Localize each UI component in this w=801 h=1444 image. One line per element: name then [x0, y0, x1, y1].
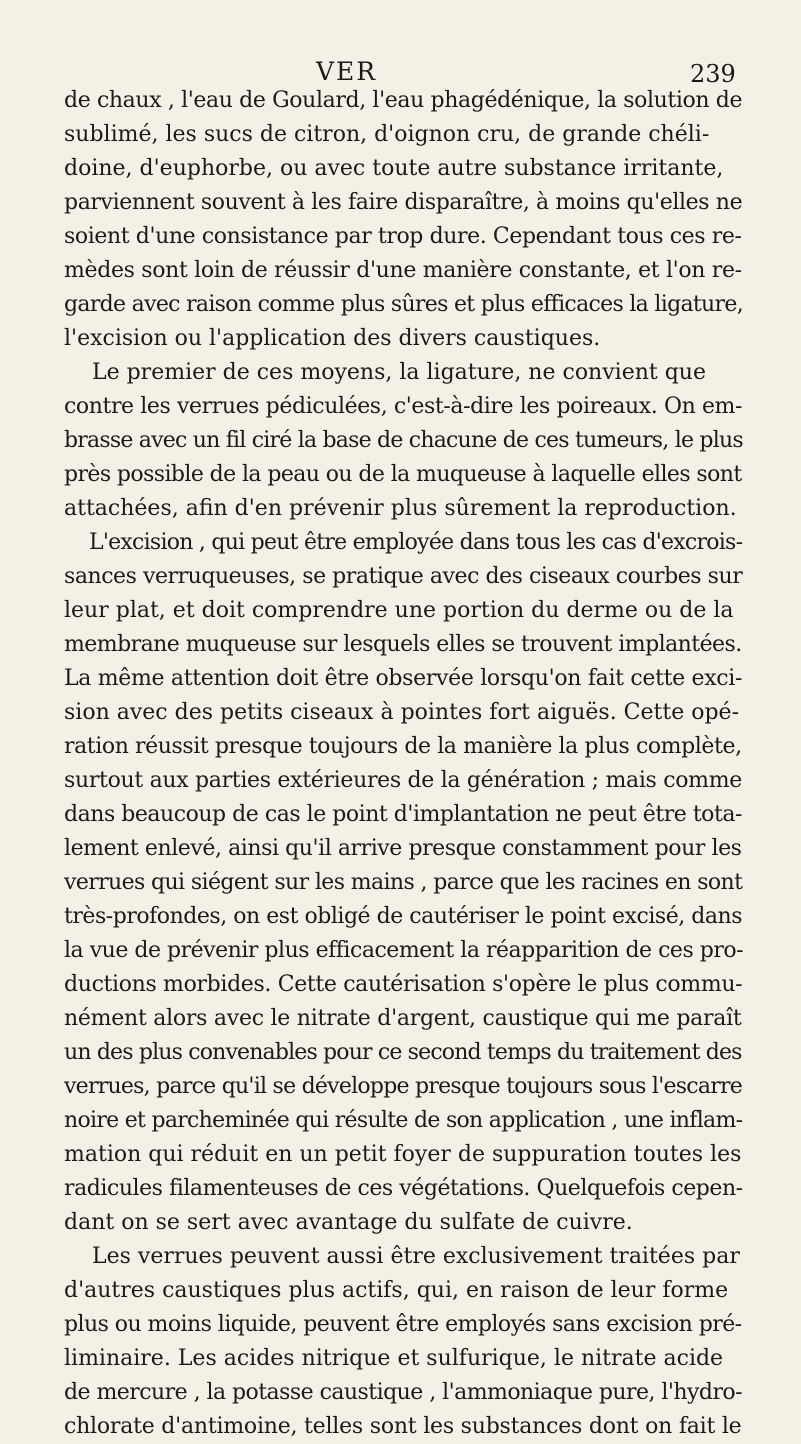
text-line: attachées, afin d'en prévenir plus sûrement la reproduction. [64, 496, 737, 521]
text-line: ductions morbides. Cette cautérisation s'opère le plus commu- [64, 972, 743, 997]
text-line: radicules filamenteuses de ces végétations. Quelquefois cepen- [64, 1176, 743, 1201]
running-head-title: VER [316, 57, 378, 86]
text-line: lement enlevé, ainsi qu'il arrive presque constamment pour les [64, 836, 742, 861]
text-line: leur plat, et doit comprendre une portion du derme ou de la [64, 598, 734, 623]
text-line: soient d'une consistance par trop dure. Cependant tous ces re- [64, 224, 742, 249]
text-line: mèdes sont loin de réussir d'une manière constante, et l'on re- [64, 258, 742, 283]
text-line: liminaire. Les acides nitrique et sulfurique, le nitrate acide [64, 1346, 724, 1371]
body-text [64, 84, 742, 1444]
text-line: La même attention doit être observée lorsqu'on fait cette exci- [64, 666, 743, 691]
text-line: nément alors avec le nitrate d'argent, caustique qui me paraît [64, 1006, 742, 1031]
text-line: plus ou moins liquide, peuvent être employés sans excision pré- [64, 1312, 742, 1337]
text-line: parviennent souvent à les faire disparaître, à moins qu'elles ne [64, 190, 743, 215]
text-line: sublimé, les sucs de citron, d'oignon cru, de grande chéli- [64, 122, 710, 147]
text-line: d'autres caustiques plus actifs, qui, en raison de leur forme [64, 1278, 729, 1303]
text-line: membrane muqueuse sur lesquels elles se trouvent implantées. [64, 632, 742, 657]
text-line: très-profondes, on est obligé de cautériser le point excisé, dans [64, 904, 743, 929]
text-line: dans beaucoup de cas le point d'implantation ne peut être tota- [64, 802, 742, 827]
text-line: noire et parcheminée qui résulte de son application , une inflam- [64, 1108, 743, 1133]
text-line: surtout aux parties extérieures de la génération ; mais comme [64, 768, 742, 793]
text-line: près possible de la peau ou de la muqueuse à laquelle elles sont [64, 462, 742, 487]
text-line: verrues qui siégent sur les mains , parce que les racines en sont [64, 870, 743, 895]
text-line: chlorate d'antimoine, telles sont les substances dont on fait le [64, 1414, 742, 1439]
text-line: sion avec des petits ciseaux à pointes fort aiguës. Cette opé- [64, 700, 740, 725]
text-line: de chaux , l'eau de Goulard, l'eau phagédénique, la solution de [64, 88, 743, 113]
text-line: doine, d'euphorbe, ou avec toute autre substance irritante, [64, 156, 724, 181]
text-line: verrues, parce qu'il se développe presque toujours sous l'escarre [64, 1074, 743, 1099]
text-line: L'excision , qui peut être employée dans tous les cas d'excrois- [64, 530, 743, 555]
text-line: sances verruqueuses, se pratique avec des ciseaux courbes sur [64, 564, 743, 589]
text-line: un des plus convenables pour ce second temps du traitement des [64, 1040, 742, 1065]
text-line: Les verrues peuvent aussi être exclusivement traitées par [64, 1244, 740, 1269]
text-line: la vue de prévenir plus efficacement la réapparition de ces pro- [64, 938, 744, 963]
text-line: l'excision ou l'application des divers caustiques. [64, 326, 601, 351]
text-line: ration réussit presque toujours de la manière la plus complète, [64, 734, 742, 759]
text-line: brasse avec un fil ciré la base de chacune de ces tumeurs, le plus [64, 428, 743, 453]
text-line: contre les verrues pédiculées, c'est-à-dire les poireaux. On em- [64, 394, 743, 419]
page-number: 239 [690, 60, 736, 88]
text-line: de mercure , la potasse caustique , l'ammoniaque pure, l'hydro- [64, 1380, 743, 1405]
text-line: Le premier de ces moyens, la ligature, ne convient que [64, 360, 706, 385]
text-line: garde avec raison comme plus sûres et plus efficaces la ligature, [64, 292, 743, 317]
text-line: dant on se sert avec avantage du sulfate de cuivre. [64, 1210, 633, 1235]
text-line: mation qui réduit en un petit foyer de suppuration toutes les [64, 1142, 742, 1167]
